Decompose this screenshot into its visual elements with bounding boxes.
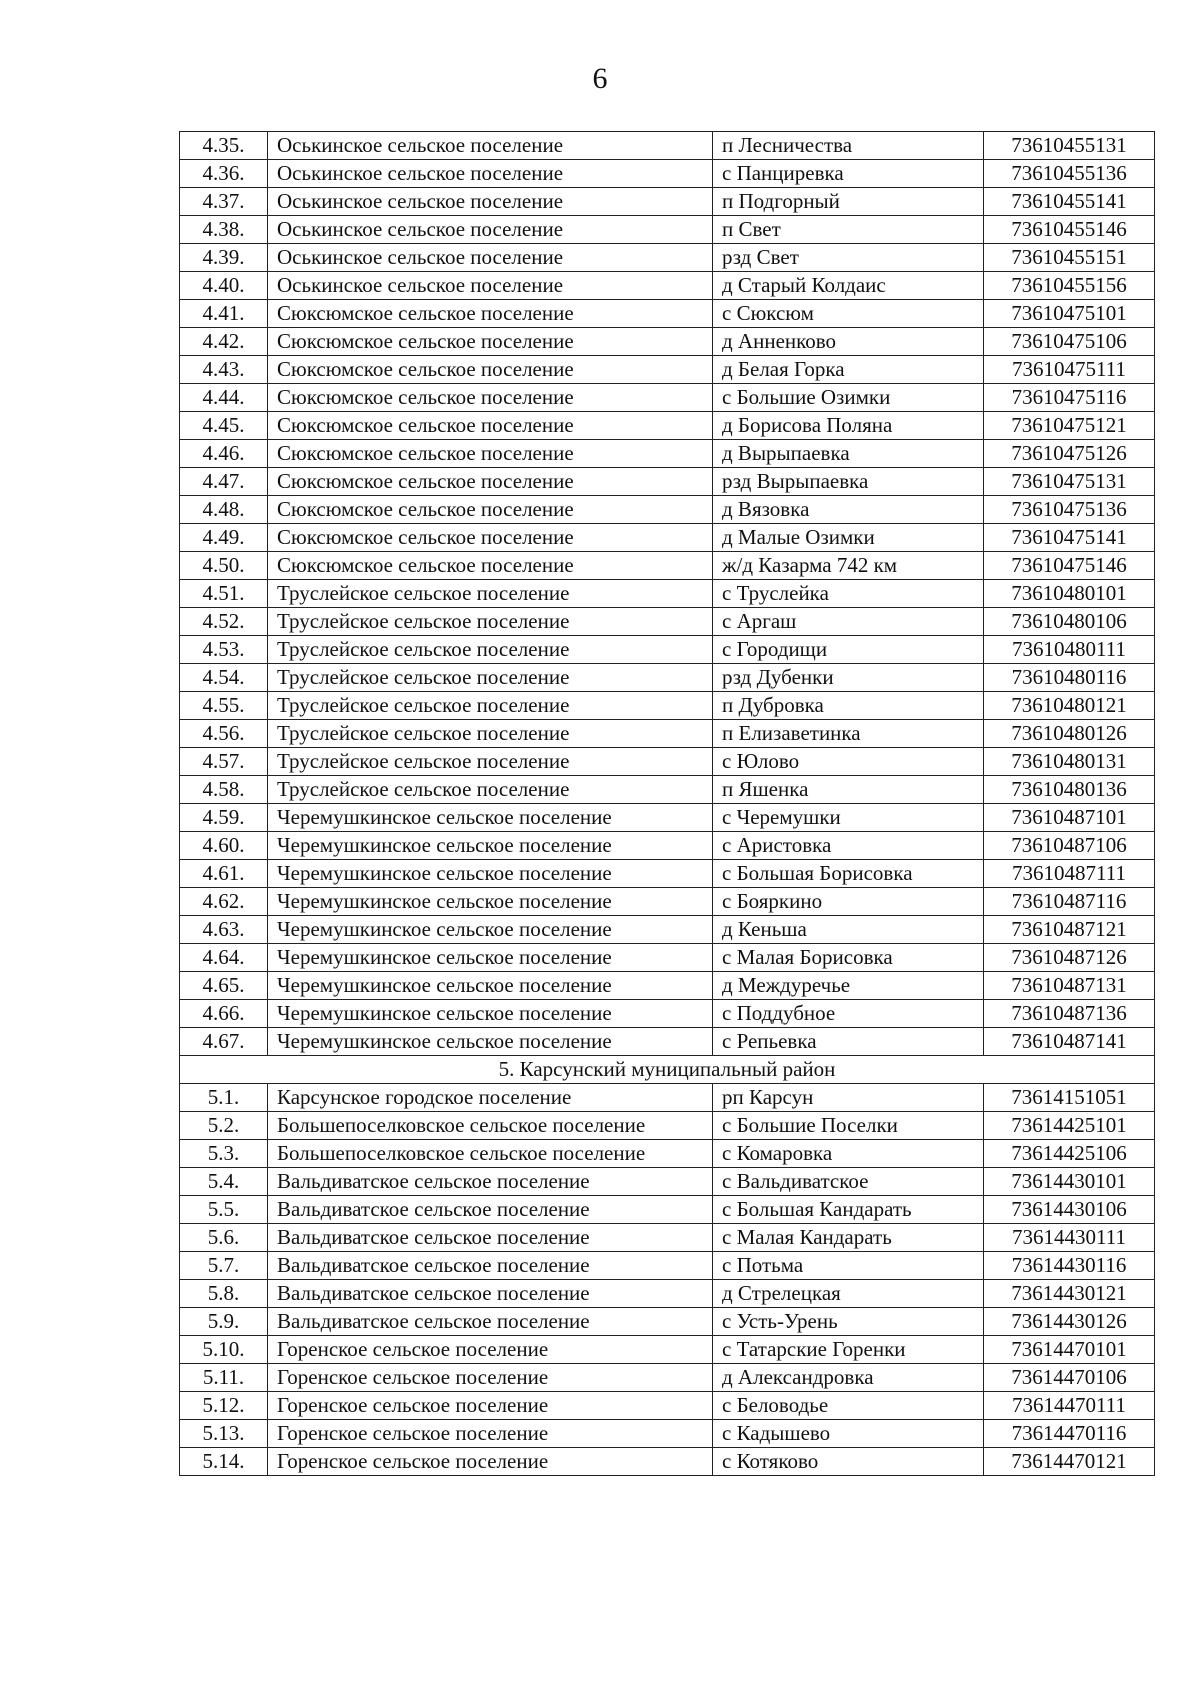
district-header-row xyxy=(180,1056,1155,1084)
oktmo-code-cell: 73614470106 xyxy=(984,1364,1155,1392)
table-row xyxy=(180,1112,1155,1140)
municipality-cell: Сюксюмское сельское поселение xyxy=(268,496,713,524)
table-row xyxy=(180,1196,1155,1224)
oktmo-code-cell: 73610475116 xyxy=(984,384,1155,412)
locality-cell: д Анненково xyxy=(713,328,984,356)
municipality-cell: Сюксюмское сельское поселение xyxy=(268,412,713,440)
municipality-cell: Горенское сельское поселение xyxy=(268,1392,713,1420)
oktmo-code-cell: 73610487101 xyxy=(984,804,1155,832)
oktmo-code-cell: 73610487136 xyxy=(984,1000,1155,1028)
table-row xyxy=(180,356,1155,384)
municipality-cell: Оськинское сельское поселение xyxy=(268,132,713,160)
row-number: 4.40. xyxy=(180,272,268,300)
locality-cell: д Старый Колдаис xyxy=(713,272,984,300)
table-row xyxy=(180,1448,1155,1476)
table-row xyxy=(180,1084,1155,1112)
oktmo-code-cell: 73610487141 xyxy=(984,1028,1155,1056)
table-row xyxy=(180,804,1155,832)
oktmo-code-cell: 73614470121 xyxy=(984,1448,1155,1476)
oktmo-code-cell: 73614470116 xyxy=(984,1420,1155,1448)
row-number: 4.54. xyxy=(180,664,268,692)
locality-cell: рзд Свет xyxy=(713,244,984,272)
locality-cell: ж/д Казарма 742 км xyxy=(713,552,984,580)
locality-cell: д Вырыпаевка xyxy=(713,440,984,468)
municipality-cell: Труслейское сельское поселение xyxy=(268,664,713,692)
table-row xyxy=(180,328,1155,356)
locality-cell: д Малые Озимки xyxy=(713,524,984,552)
oktmo-code-cell: 73614470111 xyxy=(984,1392,1155,1420)
locality-cell: с Сюксюм xyxy=(713,300,984,328)
oktmo-code-cell: 73610480126 xyxy=(984,720,1155,748)
table-row xyxy=(180,384,1155,412)
row-number: 4.47. xyxy=(180,468,268,496)
municipality-cell: Черемушкинское сельское поселение xyxy=(268,1028,713,1056)
locality-cell: с Вальдиватское xyxy=(713,1168,984,1196)
table-row xyxy=(180,524,1155,552)
table-row xyxy=(180,972,1155,1000)
oktmo-code-cell: 73610475126 xyxy=(984,440,1155,468)
municipality-cell: Сюксюмское сельское поселение xyxy=(268,552,713,580)
row-number: 5.12. xyxy=(180,1392,268,1420)
table-row xyxy=(180,692,1155,720)
table-row xyxy=(180,888,1155,916)
oktmo-code-cell: 73610475111 xyxy=(984,356,1155,384)
oktmo-code-cell: 73610487116 xyxy=(984,888,1155,916)
municipality-cell: Черемушкинское сельское поселение xyxy=(268,804,713,832)
table-row xyxy=(180,244,1155,272)
municipality-cell: Оськинское сельское поселение xyxy=(268,272,713,300)
oktmo-code-cell: 73614430101 xyxy=(984,1168,1155,1196)
row-number: 5.14. xyxy=(180,1448,268,1476)
row-number: 5.2. xyxy=(180,1112,268,1140)
locality-cell: с Потьма xyxy=(713,1252,984,1280)
locality-cell: с Усть-Урень xyxy=(713,1308,984,1336)
row-number: 4.60. xyxy=(180,832,268,860)
locality-cell: с Аристовка xyxy=(713,832,984,860)
municipality-cell: Сюксюмское сельское поселение xyxy=(268,356,713,384)
oktmo-code-cell: 73610487131 xyxy=(984,972,1155,1000)
row-number: 4.52. xyxy=(180,608,268,636)
table-row xyxy=(180,552,1155,580)
locality-cell: д Белая Горка xyxy=(713,356,984,384)
municipality-cell: Вальдиватское сельское поселение xyxy=(268,1224,713,1252)
oktmo-code-cell: 73614151051 xyxy=(984,1084,1155,1112)
table-row xyxy=(180,216,1155,244)
locality-cell: с Аргаш xyxy=(713,608,984,636)
oktmo-code-cell: 73610475106 xyxy=(984,328,1155,356)
oktmo-code-cell: 73610480116 xyxy=(984,664,1155,692)
municipality-cell: Труслейское сельское поселение xyxy=(268,748,713,776)
table-row xyxy=(180,1224,1155,1252)
row-number: 4.49. xyxy=(180,524,268,552)
municipality-cell: Оськинское сельское поселение xyxy=(268,160,713,188)
row-number: 4.63. xyxy=(180,916,268,944)
oktmo-code-cell: 73610480121 xyxy=(984,692,1155,720)
oktmo-code-cell: 73610475146 xyxy=(984,552,1155,580)
municipality-cell: Труслейское сельское поселение xyxy=(268,580,713,608)
municipality-cell: Горенское сельское поселение xyxy=(268,1364,713,1392)
municipality-cell: Труслейское сельское поселение xyxy=(268,636,713,664)
municipality-cell: Черемушкинское сельское поселение xyxy=(268,888,713,916)
table-row xyxy=(180,944,1155,972)
table-row xyxy=(180,496,1155,524)
table-body xyxy=(180,132,1155,1476)
municipality-cell: Оськинское сельское поселение xyxy=(268,244,713,272)
municipality-cell: Черемушкинское сельское поселение xyxy=(268,860,713,888)
locality-cell: с Черемушки xyxy=(713,804,984,832)
municipality-cell: Горенское сельское поселение xyxy=(268,1420,713,1448)
municipality-cell: Черемушкинское сельское поселение xyxy=(268,832,713,860)
row-number: 4.62. xyxy=(180,888,268,916)
locality-cell: с Панциревка xyxy=(713,160,984,188)
oktmo-code-cell: 73614425106 xyxy=(984,1140,1155,1168)
oktmo-code-cell: 73614430126 xyxy=(984,1308,1155,1336)
row-number: 4.58. xyxy=(180,776,268,804)
row-number: 4.37. xyxy=(180,188,268,216)
locality-cell: с Репьевка xyxy=(713,1028,984,1056)
locality-cell: с Большая Кандарать xyxy=(713,1196,984,1224)
row-number: 4.46. xyxy=(180,440,268,468)
locality-cell: п Лесничества xyxy=(713,132,984,160)
locality-cell: с Поддубное xyxy=(713,1000,984,1028)
locality-cell: с Бояркино xyxy=(713,888,984,916)
row-number: 4.41. xyxy=(180,300,268,328)
locality-cell: п Елизаветинка xyxy=(713,720,984,748)
locality-cell: п Подгорный xyxy=(713,188,984,216)
oktmo-code-cell: 73614430111 xyxy=(984,1224,1155,1252)
row-number: 4.45. xyxy=(180,412,268,440)
table-row xyxy=(180,160,1155,188)
locality-cell: д Кеньша xyxy=(713,916,984,944)
oktmo-code-cell: 73610475136 xyxy=(984,496,1155,524)
locality-cell: с Большие Поселки xyxy=(713,1112,984,1140)
oktmo-code-cell: 73610480106 xyxy=(984,608,1155,636)
row-number: 5.11. xyxy=(180,1364,268,1392)
table-row xyxy=(180,860,1155,888)
oktmo-code-cell: 73610455141 xyxy=(984,188,1155,216)
locality-cell: д Междуречье xyxy=(713,972,984,1000)
table-row xyxy=(180,1392,1155,1420)
municipality-cell: Труслейское сельское поселение xyxy=(268,692,713,720)
row-number: 4.59. xyxy=(180,804,268,832)
locality-cell: с Большие Озимки xyxy=(713,384,984,412)
row-number: 4.38. xyxy=(180,216,268,244)
locality-cell: д Стрелецкая xyxy=(713,1280,984,1308)
oktmo-code-cell: 73610487126 xyxy=(984,944,1155,972)
oktmo-code-cell: 73610480101 xyxy=(984,580,1155,608)
oktmo-code-cell: 73610475101 xyxy=(984,300,1155,328)
table-row xyxy=(180,132,1155,160)
municipality-cell: Вальдиватское сельское поселение xyxy=(268,1280,713,1308)
row-number: 4.36. xyxy=(180,160,268,188)
row-number: 4.50. xyxy=(180,552,268,580)
row-number: 4.61. xyxy=(180,860,268,888)
table-row xyxy=(180,300,1155,328)
table-row xyxy=(180,272,1155,300)
locality-cell: с Малая Кандарать xyxy=(713,1224,984,1252)
locality-cell: рзд Вырыпаевка xyxy=(713,468,984,496)
locality-cell: с Комаровка xyxy=(713,1140,984,1168)
table-row xyxy=(180,748,1155,776)
table-row xyxy=(180,776,1155,804)
table-row xyxy=(180,440,1155,468)
row-number: 5.6. xyxy=(180,1224,268,1252)
table-row xyxy=(180,608,1155,636)
row-number: 4.55. xyxy=(180,692,268,720)
row-number: 5.7. xyxy=(180,1252,268,1280)
locality-cell: с Юлово xyxy=(713,748,984,776)
row-number: 4.42. xyxy=(180,328,268,356)
locality-cell: с Татарские Горенки xyxy=(713,1336,984,1364)
table-row xyxy=(180,1364,1155,1392)
table-row xyxy=(180,1028,1155,1056)
oktmo-code-cell: 73610487111 xyxy=(984,860,1155,888)
oktmo-code-cell: 73610475141 xyxy=(984,524,1155,552)
municipality-cell: Сюксюмское сельское поселение xyxy=(268,328,713,356)
row-number: 5.1. xyxy=(180,1084,268,1112)
row-number: 4.44. xyxy=(180,384,268,412)
municipality-cell: Большепоселковское сельское поселение xyxy=(268,1140,713,1168)
table-row xyxy=(180,1140,1155,1168)
locality-cell: с Котяково xyxy=(713,1448,984,1476)
oktmo-code-cell: 73610455151 xyxy=(984,244,1155,272)
oktmo-code-cell: 73610455156 xyxy=(984,272,1155,300)
municipality-cell: Труслейское сельское поселение xyxy=(268,776,713,804)
municipality-cell: Карсунское городское поселение xyxy=(268,1084,713,1112)
municipality-cell: Вальдиватское сельское поселение xyxy=(268,1168,713,1196)
municipality-cell: Сюксюмское сельское поселение xyxy=(268,384,713,412)
row-number: 4.53. xyxy=(180,636,268,664)
municipality-cell: Вальдиватское сельское поселение xyxy=(268,1252,713,1280)
row-number: 5.9. xyxy=(180,1308,268,1336)
municipality-cell: Вальдиватское сельское поселение xyxy=(268,1196,713,1224)
table-row xyxy=(180,636,1155,664)
row-number: 5.4. xyxy=(180,1168,268,1196)
row-number: 4.51. xyxy=(180,580,268,608)
oktmo-code-cell: 73610480111 xyxy=(984,636,1155,664)
table-row xyxy=(180,1336,1155,1364)
locality-cell: с Кадышево xyxy=(713,1420,984,1448)
row-number: 5.5. xyxy=(180,1196,268,1224)
municipality-cell: Сюксюмское сельское поселение xyxy=(268,440,713,468)
oktmo-code-cell: 73610480136 xyxy=(984,776,1155,804)
table-row xyxy=(180,1308,1155,1336)
oktmo-code-cell: 73610487121 xyxy=(984,916,1155,944)
municipality-cell: Горенское сельское поселение xyxy=(268,1336,713,1364)
municipality-cell: Оськинское сельское поселение xyxy=(268,216,713,244)
oktmo-code-cell: 73614430106 xyxy=(984,1196,1155,1224)
row-number: 4.67. xyxy=(180,1028,268,1056)
row-number: 4.43. xyxy=(180,356,268,384)
row-number: 4.56. xyxy=(180,720,268,748)
table-row xyxy=(180,1420,1155,1448)
locality-cell: с Большая Борисовка xyxy=(713,860,984,888)
oktmo-code-cell: 73610475121 xyxy=(984,412,1155,440)
row-number: 5.10. xyxy=(180,1336,268,1364)
municipality-cell: Труслейское сельское поселение xyxy=(268,608,713,636)
table-row xyxy=(180,1000,1155,1028)
page-number: 6 xyxy=(592,62,608,95)
oktmo-code-cell: 73610455131 xyxy=(984,132,1155,160)
table-row xyxy=(180,720,1155,748)
oktmo-code-cell: 73614430121 xyxy=(984,1280,1155,1308)
municipality-cell: Сюксюмское сельское поселение xyxy=(268,300,713,328)
locality-cell: д Александровка xyxy=(713,1364,984,1392)
table-row xyxy=(180,580,1155,608)
row-number: 5.3. xyxy=(180,1140,268,1168)
locality-cell: с Малая Борисовка xyxy=(713,944,984,972)
district-heading: 5. Карсунский муниципальный район xyxy=(180,1056,1155,1084)
locality-cell: п Яшенка xyxy=(713,776,984,804)
municipality-cell: Горенское сельское поселение xyxy=(268,1448,713,1476)
municipality-cell: Черемушкинское сельское поселение xyxy=(268,1000,713,1028)
row-number: 5.13. xyxy=(180,1420,268,1448)
table-row xyxy=(180,1252,1155,1280)
oktmo-code-cell: 73614470101 xyxy=(984,1336,1155,1364)
municipality-cell: Черемушкинское сельское поселение xyxy=(268,944,713,972)
table-row xyxy=(180,832,1155,860)
table-row xyxy=(180,412,1155,440)
table-row xyxy=(180,188,1155,216)
locality-cell: д Вязовка xyxy=(713,496,984,524)
oktmo-code-cell: 73614430116 xyxy=(984,1252,1155,1280)
locality-cell: с Труслейка xyxy=(713,580,984,608)
row-number: 4.65. xyxy=(180,972,268,1000)
row-number: 4.64. xyxy=(180,944,268,972)
row-number: 4.35. xyxy=(180,132,268,160)
locality-cell: с Городищи xyxy=(713,636,984,664)
row-number: 4.48. xyxy=(180,496,268,524)
oktmo-code-cell: 73610455136 xyxy=(984,160,1155,188)
table-row xyxy=(180,916,1155,944)
row-number: 5.8. xyxy=(180,1280,268,1308)
row-number: 4.66. xyxy=(180,1000,268,1028)
locality-cell: рзд Дубенки xyxy=(713,664,984,692)
oktmo-code-cell: 73610475131 xyxy=(984,468,1155,496)
municipality-cell: Сюксюмское сельское поселение xyxy=(268,468,713,496)
oktmo-code-cell: 73614425101 xyxy=(984,1112,1155,1140)
municipality-cell: Оськинское сельское поселение xyxy=(268,188,713,216)
municipality-cell: Сюксюмское сельское поселение xyxy=(268,524,713,552)
locality-cell: п Свет xyxy=(713,216,984,244)
settlement-registry-table xyxy=(179,131,1155,1476)
locality-cell: д Борисова Поляна xyxy=(713,412,984,440)
municipality-cell: Черемушкинское сельское поселение xyxy=(268,916,713,944)
table-row xyxy=(180,468,1155,496)
row-number: 4.57. xyxy=(180,748,268,776)
table-row xyxy=(180,1280,1155,1308)
oktmo-code-cell: 73610455146 xyxy=(984,216,1155,244)
table-row xyxy=(180,1168,1155,1196)
municipality-cell: Труслейское сельское поселение xyxy=(268,720,713,748)
municipality-cell: Большепоселковское сельское поселение xyxy=(268,1112,713,1140)
municipality-cell: Вальдиватское сельское поселение xyxy=(268,1308,713,1336)
table-row xyxy=(180,664,1155,692)
locality-cell: п Дубровка xyxy=(713,692,984,720)
locality-cell: с Беловодье xyxy=(713,1392,984,1420)
row-number: 4.39. xyxy=(180,244,268,272)
oktmo-code-cell: 73610487106 xyxy=(984,832,1155,860)
municipality-cell: Черемушкинское сельское поселение xyxy=(268,972,713,1000)
locality-cell: рп Карсун xyxy=(713,1084,984,1112)
oktmo-code-cell: 73610480131 xyxy=(984,748,1155,776)
